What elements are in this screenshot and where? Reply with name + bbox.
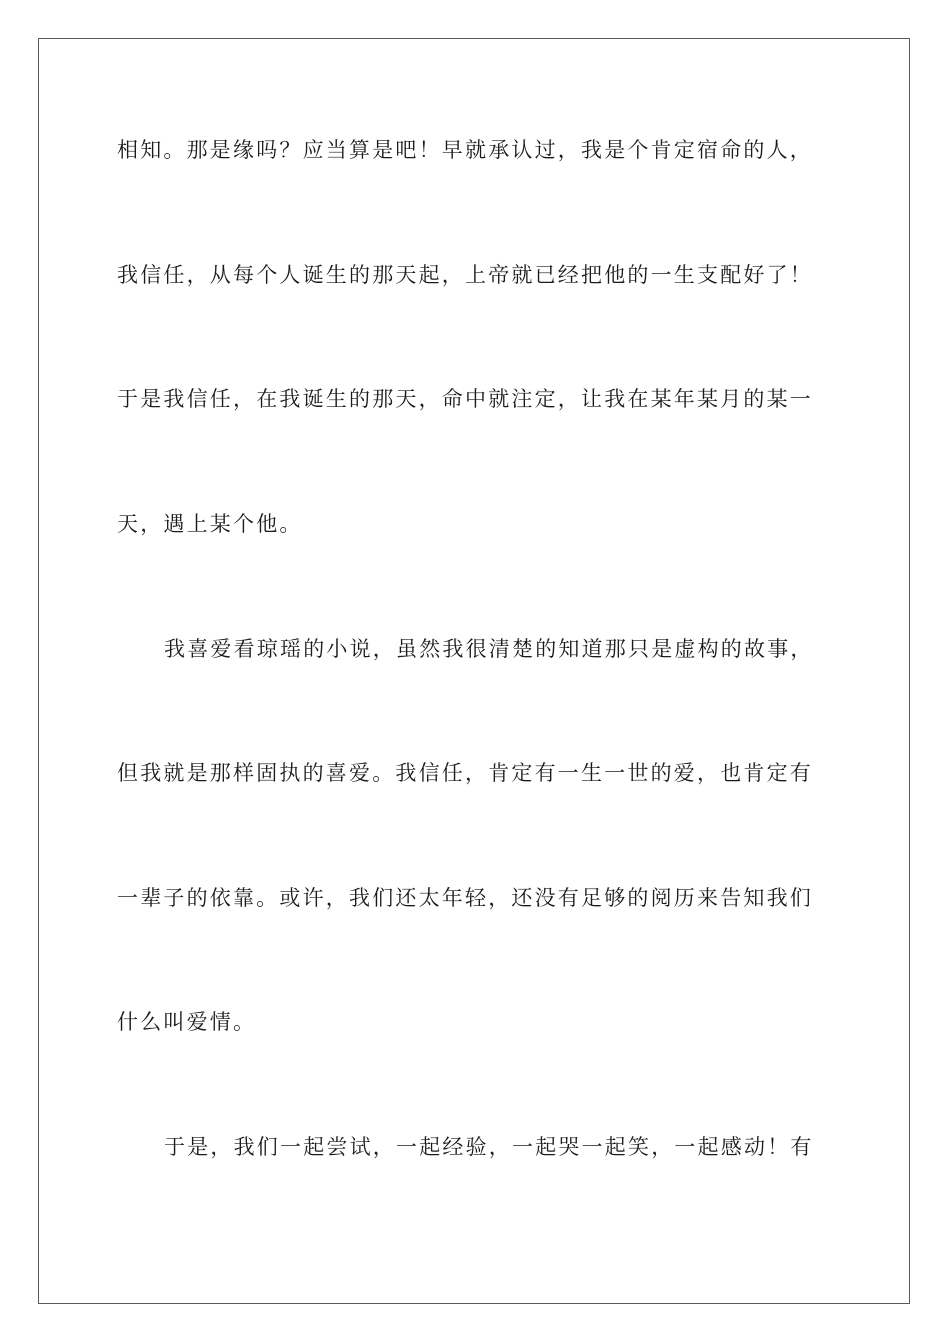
text-line-1: 相知。那是缘吗？应当算是吧！早就承认过，我是个肯定宿命的人， (117, 138, 813, 162)
text-line-4: 天，遇上某个他。 (117, 512, 303, 536)
text-line-9: 于是，我们一起尝试，一起经验，一起哭一起笑，一起感动！有 (164, 1135, 814, 1159)
text-line-8: 什么叫爱情。 (117, 1010, 257, 1034)
text-line-7: 一辈子的依靠。或许，我们还太年轻，还没有足够的阅历来告知我们 (117, 886, 813, 910)
page-border (38, 38, 910, 1304)
text-line-2: 我信任，从每个人诞生的那天起，上帝就已经把他的一生支配好了！ (117, 263, 813, 287)
text-line-6: 但我就是那样固执的喜爱。我信任，肯定有一生一世的爱，也肯定有 (117, 761, 813, 785)
text-line-5: 我喜爱看琼瑶的小说，虽然我很清楚的知道那只是虚构的故事， (164, 637, 814, 661)
text-line-3: 于是我信任，在我诞生的那天，命中就注定，让我在某年某月的某一 (117, 387, 813, 411)
